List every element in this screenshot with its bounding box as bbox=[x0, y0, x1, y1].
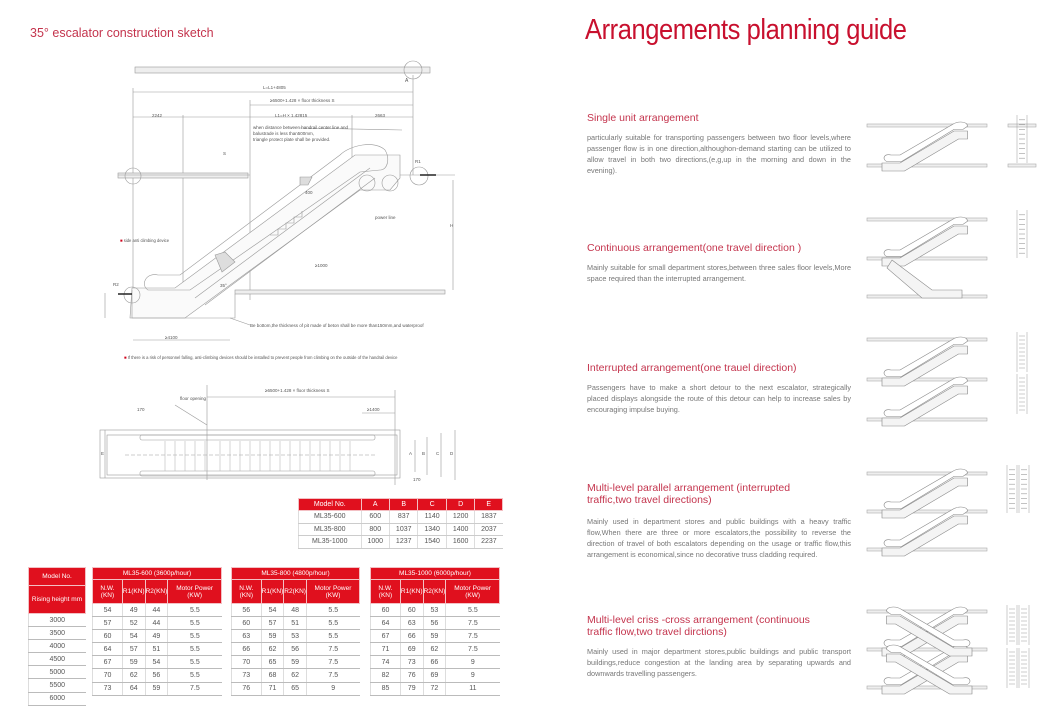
table-row bbox=[232, 617, 360, 630]
cell: 4000 bbox=[29, 640, 86, 653]
section-heading: Continuous arrangement(one travel direction ) bbox=[587, 242, 802, 254]
cell: 3000 bbox=[29, 614, 86, 627]
section-criss-cross-body bbox=[587, 642, 851, 679]
cell: 5500 bbox=[29, 679, 86, 692]
cell: 57 bbox=[122, 643, 145, 656]
cell: 73 bbox=[232, 669, 262, 682]
table-row bbox=[29, 653, 86, 666]
cell: 9 bbox=[306, 682, 359, 695]
cell: 11 bbox=[446, 682, 500, 695]
cell: 71 bbox=[371, 643, 401, 656]
cell: 5.5 bbox=[306, 604, 359, 617]
col-e: E bbox=[475, 499, 503, 511]
cell: 64 bbox=[122, 682, 145, 695]
cell: 5.5 bbox=[168, 630, 222, 643]
col-nw: N.W. (KN) bbox=[232, 580, 262, 604]
cell: 44 bbox=[145, 617, 168, 630]
section-body: Mainly used in major department stores,public buildings and public transport buildings,reduce congestion at the landing area by separating upwards and downwards travelling passengers. bbox=[587, 647, 851, 678]
cell: 68 bbox=[261, 669, 284, 682]
spec-table-ml35-600 bbox=[92, 567, 222, 696]
table-row bbox=[371, 643, 500, 656]
label-R1: R1 bbox=[415, 159, 421, 164]
cell: 5.5 bbox=[306, 630, 359, 643]
cell: 57 bbox=[261, 617, 284, 630]
table-row bbox=[232, 669, 360, 682]
label-D-plan: D bbox=[450, 451, 454, 456]
cell: 837 bbox=[389, 511, 417, 524]
cell: 69 bbox=[423, 669, 446, 682]
cell: 59 bbox=[284, 656, 307, 669]
cell: 7.5 bbox=[306, 643, 359, 656]
label-R2: R2 bbox=[113, 282, 119, 287]
table-row bbox=[232, 630, 360, 643]
col-nw: N.W. (KN) bbox=[93, 580, 123, 604]
cell: 54 bbox=[145, 656, 168, 669]
label-L-total: L=L1+4805 bbox=[263, 85, 286, 90]
escalator-side-view-drawing bbox=[80, 55, 480, 365]
cell: 67 bbox=[371, 630, 401, 643]
table-row bbox=[93, 630, 222, 643]
section-criss-cross bbox=[587, 614, 817, 638]
cell: 7.5 bbox=[446, 630, 500, 643]
model-group-header: ML35-800 (4800p/hour) bbox=[232, 568, 360, 580]
cell: 5.5 bbox=[168, 604, 222, 617]
label-S: S bbox=[223, 151, 227, 156]
cell: 67 bbox=[93, 656, 123, 669]
section-heading: Single unit arrangement bbox=[587, 112, 699, 124]
cell: 63 bbox=[232, 630, 262, 643]
cell: ML35-1000 bbox=[299, 536, 362, 549]
cell: 5.5 bbox=[168, 669, 222, 682]
label-E: E bbox=[101, 451, 105, 456]
cell: 7.5 bbox=[446, 643, 500, 656]
cell: ML35-800 bbox=[299, 523, 362, 536]
cell: 56 bbox=[232, 604, 262, 617]
model-group-header: ML35-1000 (6000p/hour) bbox=[371, 568, 500, 580]
cell: 53 bbox=[284, 630, 307, 643]
col-b: B bbox=[389, 499, 417, 511]
cell: 60 bbox=[371, 604, 401, 617]
cell: 59 bbox=[261, 630, 284, 643]
cell: 9 bbox=[446, 669, 500, 682]
label-floor-opening: floor opening bbox=[180, 396, 207, 401]
cell: 7.5 bbox=[306, 656, 359, 669]
cell: 1237 bbox=[389, 536, 417, 549]
cell: 70 bbox=[232, 656, 262, 669]
section-heading: Multi-level parallel arrangement (interrupted traffic,two travel directions) bbox=[587, 482, 791, 506]
cell: 7.5 bbox=[168, 682, 222, 695]
col-nw: N.W. (KN) bbox=[371, 580, 401, 604]
cell: ML35-600 bbox=[299, 511, 362, 524]
cell: 60 bbox=[93, 630, 123, 643]
cell: 62 bbox=[423, 643, 446, 656]
cell: 62 bbox=[261, 643, 284, 656]
table-row bbox=[371, 656, 500, 669]
cell: 65 bbox=[261, 656, 284, 669]
cell: 5.5 bbox=[306, 617, 359, 630]
cell: 1340 bbox=[418, 523, 446, 536]
table-row bbox=[232, 643, 360, 656]
note-triangle-plate: when distance between handrail center line and balustrade is less than500mm, triangle protect plate shall be provided. bbox=[253, 125, 349, 142]
label-ge1000: ≥1000 bbox=[315, 263, 328, 268]
col-motor-power: Motor Power (KW) bbox=[168, 580, 222, 604]
table-row bbox=[93, 604, 222, 617]
cell: 1037 bbox=[389, 523, 417, 536]
cell: 1540 bbox=[418, 536, 446, 549]
label-A: A bbox=[405, 78, 409, 84]
cell: 72 bbox=[423, 682, 446, 695]
cell: 65 bbox=[284, 682, 307, 695]
label-power-line: power line bbox=[375, 215, 396, 220]
section-body: Mainly used in department stores and public buildings with a heavy traffic flow,When there are three or more escalators,the possibility to reverse the direction of travel of both escalators depending on the usage or traffic flow,this arrangement is economical,since no decorative truss cladding required. bbox=[587, 517, 851, 559]
cell: 6000 bbox=[29, 692, 86, 705]
cell: 5.5 bbox=[168, 656, 222, 669]
table-row bbox=[29, 614, 86, 627]
cell: 600 bbox=[361, 511, 389, 524]
rising-height-table bbox=[28, 567, 86, 706]
cell: 1400 bbox=[446, 523, 474, 536]
table-row bbox=[29, 627, 86, 640]
cell: 5.5 bbox=[168, 643, 222, 656]
spec-table-ml35-800 bbox=[231, 567, 360, 696]
label-ge1400: ≥1400 bbox=[367, 407, 380, 412]
label-170-right: 170 bbox=[413, 477, 421, 482]
arrangement-diagrams bbox=[862, 110, 1059, 700]
cell: 7.5 bbox=[446, 617, 500, 630]
dimension-table bbox=[298, 498, 503, 549]
cell: 51 bbox=[284, 617, 307, 630]
sketch-title: 35° escalator construction sketch bbox=[30, 26, 214, 40]
cell: 53 bbox=[423, 604, 446, 617]
dimension-table-header bbox=[299, 499, 503, 511]
col-model: Model No. bbox=[299, 499, 362, 511]
label-plan-horiz-floor: ≥6500+1.428 × floor thickness S bbox=[265, 388, 330, 393]
col-r2: R2(KN) bbox=[145, 580, 168, 604]
cell: 73 bbox=[93, 682, 123, 695]
cell: 62 bbox=[284, 669, 307, 682]
table-row bbox=[93, 617, 222, 630]
label-170-left: 170 bbox=[137, 407, 145, 412]
table-row bbox=[93, 656, 222, 669]
cell: 76 bbox=[400, 669, 423, 682]
note-side-anti-climbing: ■ side anti climbing device bbox=[120, 238, 170, 243]
cell: 4500 bbox=[29, 653, 86, 666]
spec-table-ml35-1000 bbox=[370, 567, 500, 696]
cell: 49 bbox=[145, 630, 168, 643]
label-ge4100: ≥4100 bbox=[165, 335, 178, 340]
cell: 79 bbox=[400, 682, 423, 695]
label-A-plan: A bbox=[409, 451, 413, 456]
cell: 5.5 bbox=[168, 617, 222, 630]
cell: 70 bbox=[93, 669, 123, 682]
cell: 49 bbox=[122, 604, 145, 617]
cell: 2237 bbox=[475, 536, 503, 549]
cell: 1140 bbox=[418, 511, 446, 524]
cell: 66 bbox=[232, 643, 262, 656]
section-heading: Multi-level criss -cross arrangement (continuous traffic flow,two travel dirctions) bbox=[587, 614, 810, 638]
note-pit-bottom: Be bottom,the thickness of pit made of beton shall be more than150mm,and waterproof bbox=[250, 323, 424, 328]
cell: 54 bbox=[122, 630, 145, 643]
cell: 59 bbox=[145, 682, 168, 695]
cell: 60 bbox=[400, 604, 423, 617]
cell: 5000 bbox=[29, 666, 86, 679]
cell: 54 bbox=[261, 604, 284, 617]
section-multi-level-parallel bbox=[587, 482, 817, 506]
label-L1: L1=H × 1.42815 bbox=[275, 113, 308, 118]
footnote-anti-climbing: ■ If there is a risk of personnel falling, anti-climbing devices should be installed to prevent people from climbing on the outside of the handrail device bbox=[124, 355, 398, 360]
section-body: Mainly suitable for small department stores,between three sales floor levels,More space required than the interrupted arrangement. bbox=[587, 263, 851, 283]
cell: 5.5 bbox=[446, 604, 500, 617]
table-row bbox=[232, 656, 360, 669]
section-body: Passengers have to make a short detour to the next escalator, strategically placed displays alongside the route of this detour can help to increase sales by encouraging impulse buying. bbox=[587, 383, 851, 414]
table-row bbox=[29, 679, 86, 692]
label-horiz-floor: ≥6500+1.428 × floor thickness S bbox=[270, 98, 335, 103]
label-2242: 2242 bbox=[152, 113, 163, 118]
table-row bbox=[371, 617, 500, 630]
cell: 1837 bbox=[475, 511, 503, 524]
table-row bbox=[371, 669, 500, 682]
table-row bbox=[299, 523, 503, 536]
cell: 56 bbox=[145, 669, 168, 682]
label-H: H bbox=[450, 223, 454, 228]
col-a: A bbox=[361, 499, 389, 511]
cell: 59 bbox=[423, 630, 446, 643]
cell: 60 bbox=[232, 617, 262, 630]
section-single-unit bbox=[587, 112, 851, 176]
cell: 64 bbox=[371, 617, 401, 630]
table-row bbox=[29, 640, 86, 653]
col-r1: R1(KN) bbox=[122, 580, 145, 604]
cell: 56 bbox=[284, 643, 307, 656]
cell: 800 bbox=[361, 523, 389, 536]
cell: 44 bbox=[145, 604, 168, 617]
cell: 62 bbox=[122, 669, 145, 682]
table-row bbox=[232, 604, 360, 617]
cell: 59 bbox=[122, 656, 145, 669]
cell: 52 bbox=[122, 617, 145, 630]
cell: 57 bbox=[93, 617, 123, 630]
table-row bbox=[299, 536, 503, 549]
cell: 48 bbox=[284, 604, 307, 617]
label-2663: 2663 bbox=[375, 113, 386, 118]
cell: 7.5 bbox=[306, 669, 359, 682]
cell: 74 bbox=[371, 656, 401, 669]
cell: 3500 bbox=[29, 627, 86, 640]
cell: 69 bbox=[400, 643, 423, 656]
cell: 85 bbox=[371, 682, 401, 695]
label-C-plan: C bbox=[436, 451, 440, 456]
table-row bbox=[93, 643, 222, 656]
rising-height-header: Rising height mm bbox=[29, 586, 86, 614]
cell: 66 bbox=[423, 656, 446, 669]
escalator-plan-view-drawing bbox=[95, 385, 485, 485]
section-interrupted bbox=[587, 362, 851, 415]
table-row bbox=[299, 511, 503, 524]
table-row bbox=[93, 682, 222, 695]
section-heading: Interrupted arrangement(one trauel direction) bbox=[587, 362, 797, 374]
label-angle: 35° bbox=[220, 283, 227, 288]
cell: 76 bbox=[232, 682, 262, 695]
plan-view-lines bbox=[95, 385, 485, 485]
cell: 54 bbox=[93, 604, 123, 617]
section-body: particularly suitable for transporting passengers between two floor levels,where passenger flow is in one direction,althoughon-demand starting can be utilized to allow travel in both two directions,(e,g,up in the morning and down in the evening). bbox=[587, 133, 851, 175]
label-B-plan: B bbox=[422, 451, 426, 456]
col-r1: R1(KN) bbox=[261, 580, 284, 604]
cell: 2037 bbox=[475, 523, 503, 536]
col-c: C bbox=[418, 499, 446, 511]
cell: 71 bbox=[261, 682, 284, 695]
cell: 1600 bbox=[446, 536, 474, 549]
col-r2: R2(KN) bbox=[284, 580, 307, 604]
model-group-header: ML35-600 (3600p/hour) bbox=[93, 568, 222, 580]
model-no-header: Model No. bbox=[29, 568, 86, 586]
table-row bbox=[371, 630, 500, 643]
table-row bbox=[371, 604, 500, 617]
cell: 9 bbox=[446, 656, 500, 669]
cell: 73 bbox=[400, 656, 423, 669]
cell: 63 bbox=[400, 617, 423, 630]
col-r2: R2(KN) bbox=[423, 580, 446, 604]
cell: 51 bbox=[145, 643, 168, 656]
table-row bbox=[93, 669, 222, 682]
cell: 82 bbox=[371, 669, 401, 682]
label-400: 400 bbox=[305, 190, 313, 195]
table-row bbox=[232, 682, 360, 695]
cell: 66 bbox=[400, 630, 423, 643]
table-row bbox=[29, 692, 86, 705]
table-row bbox=[29, 666, 86, 679]
col-r1: R1(KN) bbox=[400, 580, 423, 604]
cell: 1200 bbox=[446, 511, 474, 524]
col-motor-power: Motor Power (KW) bbox=[446, 580, 500, 604]
col-d: D bbox=[446, 499, 474, 511]
page-title: Arrangements planning guide bbox=[585, 14, 907, 46]
cell: 64 bbox=[93, 643, 123, 656]
cell: 56 bbox=[423, 617, 446, 630]
section-continuous bbox=[587, 242, 851, 284]
cell: 1000 bbox=[361, 536, 389, 549]
col-motor-power: Motor Power (KW) bbox=[306, 580, 359, 604]
table-row bbox=[371, 682, 500, 695]
section-multi-level-parallel-body bbox=[587, 510, 851, 560]
